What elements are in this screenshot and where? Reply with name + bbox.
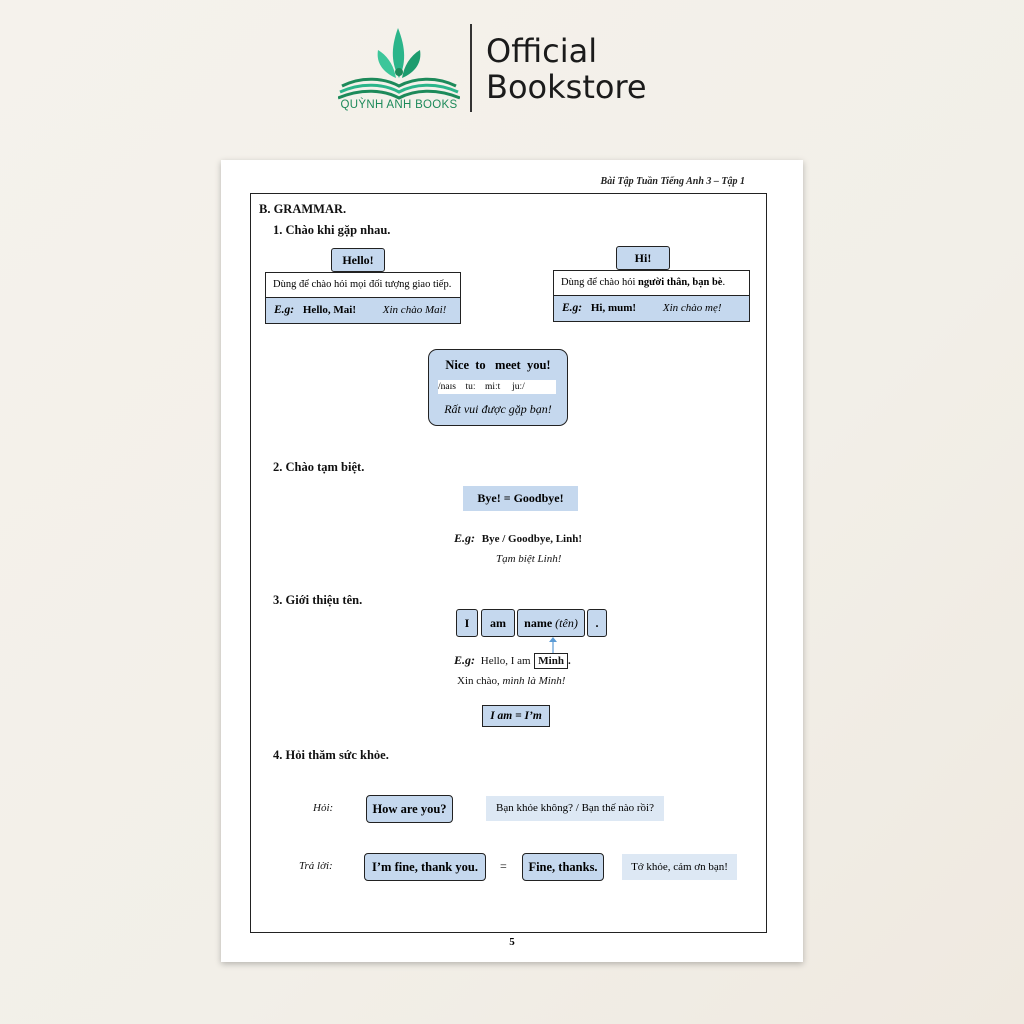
section-title: B. GRAMMAR. — [259, 202, 347, 216]
s3-eg-label: E.g: — [454, 653, 475, 667]
s2-example-line — [454, 531, 582, 546]
hello-eg-label: E.g: — [274, 304, 295, 316]
hi-desc-prefix: Dùng để chào hỏi — [561, 277, 638, 288]
hi-desc-bold: người thân, bạn bè — [637, 277, 723, 288]
s3-translation — [457, 675, 565, 687]
word-am: am — [481, 609, 515, 637]
hi-desc-suffix: . — [722, 277, 726, 288]
nice-to-meet-you-box — [428, 349, 568, 426]
hi-example: Hi, mum! — [590, 302, 637, 314]
content-frame — [250, 193, 767, 933]
hello-translation: Xin chào Mai! — [382, 304, 447, 316]
s3-example-line — [454, 653, 571, 669]
hello-example: Hello, Mai! — [302, 304, 357, 316]
s3-eg-name: Minh — [534, 653, 568, 669]
word-period: . — [587, 609, 607, 637]
s3-trans-italic: mình là Minh! — [502, 675, 566, 687]
nice-ipa: /naɪs tuː miːt juː/ — [438, 380, 556, 394]
book-leaf-logo-icon — [338, 20, 460, 102]
answer-label: Trả lời: — [299, 860, 333, 872]
nice-translation: Rất vui được gặp bạn! — [444, 402, 552, 416]
ask-label: Hỏi: — [313, 802, 334, 814]
s2-translation: Tạm biệt Linh! — [496, 553, 562, 565]
brand-name: QUỲNH ANH BOOKS — [340, 99, 458, 111]
word-name-translation: (tên) — [555, 616, 578, 630]
hello-example-row — [266, 298, 460, 323]
answer-translation: Tớ khỏe, cảm ơn bạn! — [622, 854, 737, 880]
hi-description — [554, 271, 749, 296]
s2-example: Bye / Goodbye, Linh! — [481, 533, 582, 545]
s3-trans-prefix: Xin chào, — [457, 675, 503, 687]
hi-definition-box — [553, 270, 750, 322]
arrow-up-icon — [547, 636, 559, 654]
nice-phrase: Nice to meet you! — [445, 358, 551, 372]
ask-translation: Bạn khỏe không? / Bạn thế nào rồi? — [486, 796, 664, 821]
hi-eg-label: E.g: — [562, 302, 583, 314]
s3-eg-suffix: . — [567, 655, 571, 667]
store-title-line2: Bookstore — [486, 68, 647, 106]
logo-divider — [470, 24, 472, 112]
s3-heading: 3. Giới thiệu tên. — [273, 593, 363, 607]
word-name: name — [524, 616, 553, 630]
bye-goodbye-tag: Bye! = Goodbye! — [463, 486, 578, 511]
equals-sign: = — [500, 859, 507, 873]
answer-full-box: I’m fine, thank you. — [364, 853, 486, 881]
s4-heading: 4. Hỏi thăm sức khỏe. — [273, 748, 389, 762]
hello-definition-box — [265, 272, 461, 324]
hello-description: Dùng để chào hỏi mọi đối tượng giao tiếp. — [266, 273, 460, 298]
s3-eg-prefix: Hello, I am — [480, 655, 531, 667]
answer-short-box: Fine, thanks. — [522, 853, 604, 881]
s2-heading: 2. Chào tạm biệt. — [273, 460, 365, 474]
hi-translation: Xin chào mẹ! — [662, 302, 722, 314]
hi-tag: Hi! — [616, 246, 670, 270]
word-name-box — [517, 609, 585, 637]
page-number: 5 — [509, 936, 515, 948]
s2-eg-label: E.g: — [454, 531, 475, 545]
hello-tag: Hello! — [331, 248, 385, 272]
how-are-you-box: How are you? — [366, 795, 453, 823]
book-page — [221, 160, 803, 962]
hi-example-row — [554, 296, 749, 321]
running-header: Bài Tập Tuần Tiếng Anh 3 – Tập 1 — [600, 176, 745, 187]
store-title-line1: Official — [486, 32, 598, 70]
word-i: I — [456, 609, 478, 637]
s1-heading: 1. Chào khi gặp nhau. — [273, 223, 391, 237]
contraction-box: I am = I’m — [482, 705, 550, 727]
